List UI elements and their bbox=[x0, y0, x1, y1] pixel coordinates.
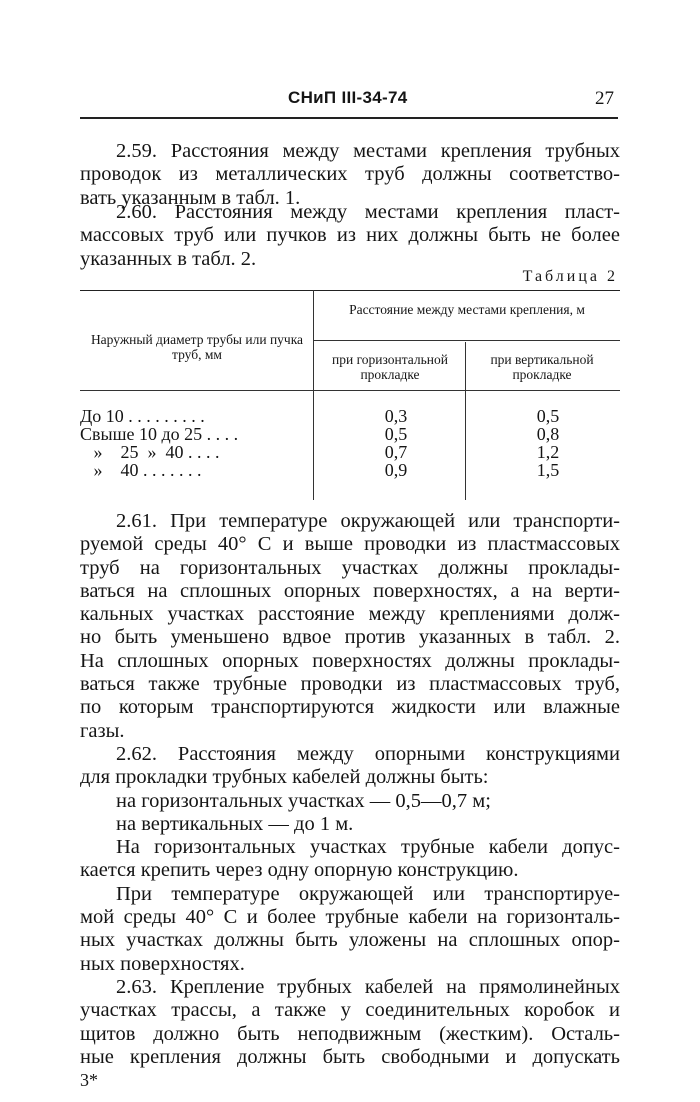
table-column-divider bbox=[465, 342, 466, 500]
value-vertical: 0,5 bbox=[536, 406, 560, 426]
value-vertical: 0,8 bbox=[536, 424, 560, 444]
paragraph-2-62 bbox=[80, 743, 620, 976]
text-line: На горизонтальных участках трубные кабели допус- bbox=[116, 836, 620, 859]
text-line: массовых труб или пучков из них должны быть не более bbox=[80, 224, 620, 247]
text-line: 2.60. Расстояния между местами крепления пласт- bbox=[116, 201, 620, 223]
header-fastening-distance: Расстояние между местами крепления, м bbox=[349, 302, 585, 317]
text-line: указанных в табл. 2. bbox=[80, 247, 257, 270]
text-line: труб на горизонтальных участках должны проклады- bbox=[80, 556, 620, 579]
text-line: для прокладки трубных кабелей должны быть: bbox=[80, 766, 489, 789]
text-line: участках трассы, а также у соединительных коробок и bbox=[80, 999, 620, 1022]
table-top-rule bbox=[80, 290, 620, 291]
value-horizontal: 0,5 bbox=[384, 424, 408, 444]
header-rule bbox=[80, 117, 618, 119]
header-outer-diameter: Наружный диаметр трубы или пучка труб, мм bbox=[90, 332, 304, 362]
value-vertical: 1,2 bbox=[536, 442, 560, 462]
text-line: На сплошных опорных поверхностях должны проклады- bbox=[80, 649, 620, 672]
text-line: руемой среды 40° С и выше проводки из пластмассовых bbox=[80, 533, 620, 556]
row-label: » 40 . . . . . . . bbox=[80, 460, 202, 480]
table-column-divider bbox=[313, 290, 314, 500]
signature-mark: 3* bbox=[80, 1070, 98, 1090]
text-line: ваться также трубные проводки из пластмассовых труб, bbox=[80, 673, 620, 696]
paragraph-2-61 bbox=[80, 510, 620, 743]
paragraph-2-60 bbox=[80, 201, 620, 271]
header-vertical: при вертикальной прокладке bbox=[490, 352, 594, 382]
page-header bbox=[80, 88, 620, 116]
row-label: » 25 » 40 . . . . bbox=[80, 442, 220, 462]
text-line: щитов должно быть неподвижным (жестким). Осталь- bbox=[80, 1022, 620, 1045]
text-line: ных участках должны быть уложены на сплошных опор- bbox=[80, 929, 620, 952]
paragraph-2-59 bbox=[80, 140, 620, 210]
table-header-bottom-rule bbox=[80, 390, 620, 391]
text-line: газы. bbox=[80, 719, 125, 742]
table-2 bbox=[80, 290, 620, 500]
paragraph-2-63 bbox=[80, 976, 620, 1069]
page-number: 27 bbox=[595, 88, 614, 109]
text-line: вать указанным в табл. 1. bbox=[80, 186, 301, 209]
text-line: 2.63. Крепление трубных кабелей на прямолинейных bbox=[116, 976, 620, 998]
text-line: ваться на сплошных опорных поверхностях, а на верти- bbox=[80, 579, 620, 602]
text-line: 2.59. Расстояния между местами крепления трубных bbox=[116, 140, 620, 162]
text-line: мой среды 40° С и более трубные кабели на горизонталь- bbox=[80, 906, 620, 929]
table-header-rule bbox=[313, 340, 620, 341]
text-line: При температуре окружающей или транспортируе- bbox=[116, 882, 620, 905]
text-line: на горизонтальных участках — 0,5—0,7 м; bbox=[116, 789, 491, 812]
text-line: ных поверхностях. bbox=[80, 952, 245, 975]
document-code: СНиП III-34-74 bbox=[288, 88, 408, 107]
text-line: 2.62. Расстояния между опорными конструкциями bbox=[116, 743, 620, 765]
header-horizontal: при горизонтальной прокладке bbox=[332, 352, 448, 382]
value-horizontal: 0,3 bbox=[384, 406, 408, 426]
text-line: проводок из металлических труб должны соответство- bbox=[80, 163, 620, 186]
table-caption: Таблица 2 bbox=[522, 268, 618, 285]
text-line: 2.61. При температуре окружающей или транспорти- bbox=[116, 510, 620, 532]
text-line: на вертикальных — до 1 м. bbox=[116, 812, 354, 835]
text-line: ные крепления должны быть свободными и допускать bbox=[80, 1045, 620, 1068]
value-horizontal: 0,9 bbox=[384, 460, 408, 480]
row-label: До 10 . . . . . . . . . bbox=[80, 406, 205, 426]
value-vertical: 1,5 bbox=[536, 460, 560, 480]
value-horizontal: 0,7 bbox=[384, 442, 408, 462]
text-line: но быть уменьшено вдвое против указанных в табл. 2. bbox=[80, 626, 620, 649]
text-line: кальных участках расстояние между креплениями долж- bbox=[80, 603, 620, 626]
text-line: кается крепить через одну опорную конструкцию. bbox=[80, 859, 519, 882]
row-label: Свыше 10 до 25 . . . . bbox=[80, 424, 239, 444]
text-line: по которым транспортируются жидкости или влажные bbox=[80, 696, 620, 719]
